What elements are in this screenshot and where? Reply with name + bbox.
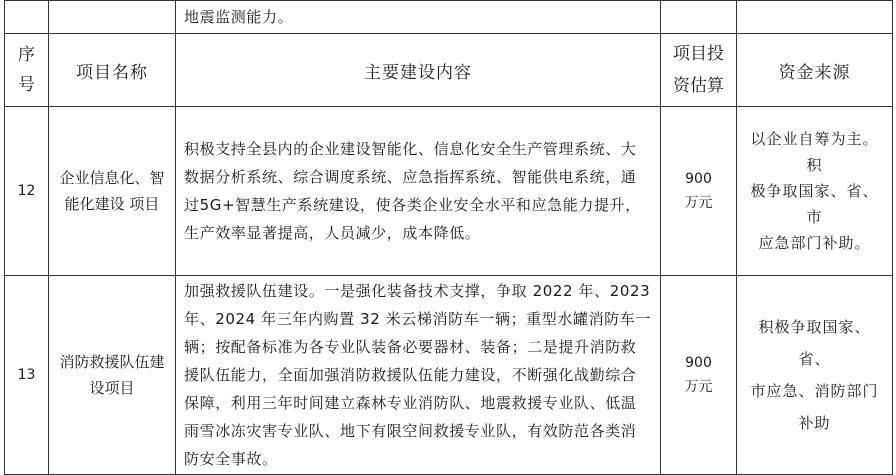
continued-row [5,1,893,34]
row-investment: 900 万元 [661,276,737,475]
row-num: 12 [5,107,49,276]
continued-content-cell: 地震监测能力。 [176,1,661,34]
header-content: 主要建设内容 [176,34,661,107]
row-num: 13 [5,276,49,475]
header-name: 项目名称 [49,34,176,107]
continued-num-cell [5,1,49,34]
row-funding: 以企业自筹为主。积 极争取国家、省、市 应急部门补助。 [737,107,893,276]
row-name: 消防救援队伍建 设项目 [49,276,176,475]
row-content: 加强救援队伍建设。一是强化装备技术支撑，争取 2022 年、2023 年、2024 年三年内购置 32 米云梯消防车一辆；重型水罐消防车一 辆；按配备标准为各专业队装备必要器材、装备；二是提升消防救 援队伍能力，全面加强消防救援队伍能力建设，不断强化战勤综合 保障，利用三年时间建立森林专业消防队、地震救援专业队、低温 雨雪冰冻灾害专业队、地下有限空间救援专业队，有效防范各类消 防安全事故。 [176,276,661,475]
row-name: 企业信息化、智 能化建设 项目 [49,107,176,276]
header-investment: 项目投 资估算 [661,34,737,107]
row-investment: 900 万元 [661,107,737,276]
table-row [5,107,893,276]
continued-investment-cell [661,1,737,34]
row-content: 积极支持全县内的企业建设智能化、信息化安全生产管理系统、大 数据分析系统、综合调度系统、应急指挥系统、智能供电系统，通 过5G+智慧生产系统建设，使各类企业安全水平和应急能力提升， 生产效率显著提高，人员减少，成本降低。 [176,107,661,276]
continued-name-cell [49,1,176,34]
header-row [5,34,893,107]
table-row [5,276,893,475]
header-funding: 资金来源 [737,34,893,107]
continued-funding-cell [737,1,893,34]
row-funding: 积极争取国家、省、 市应急、消防部门 补助 [737,276,893,475]
header-num: 序 号 [5,34,49,107]
project-table [4,0,893,475]
